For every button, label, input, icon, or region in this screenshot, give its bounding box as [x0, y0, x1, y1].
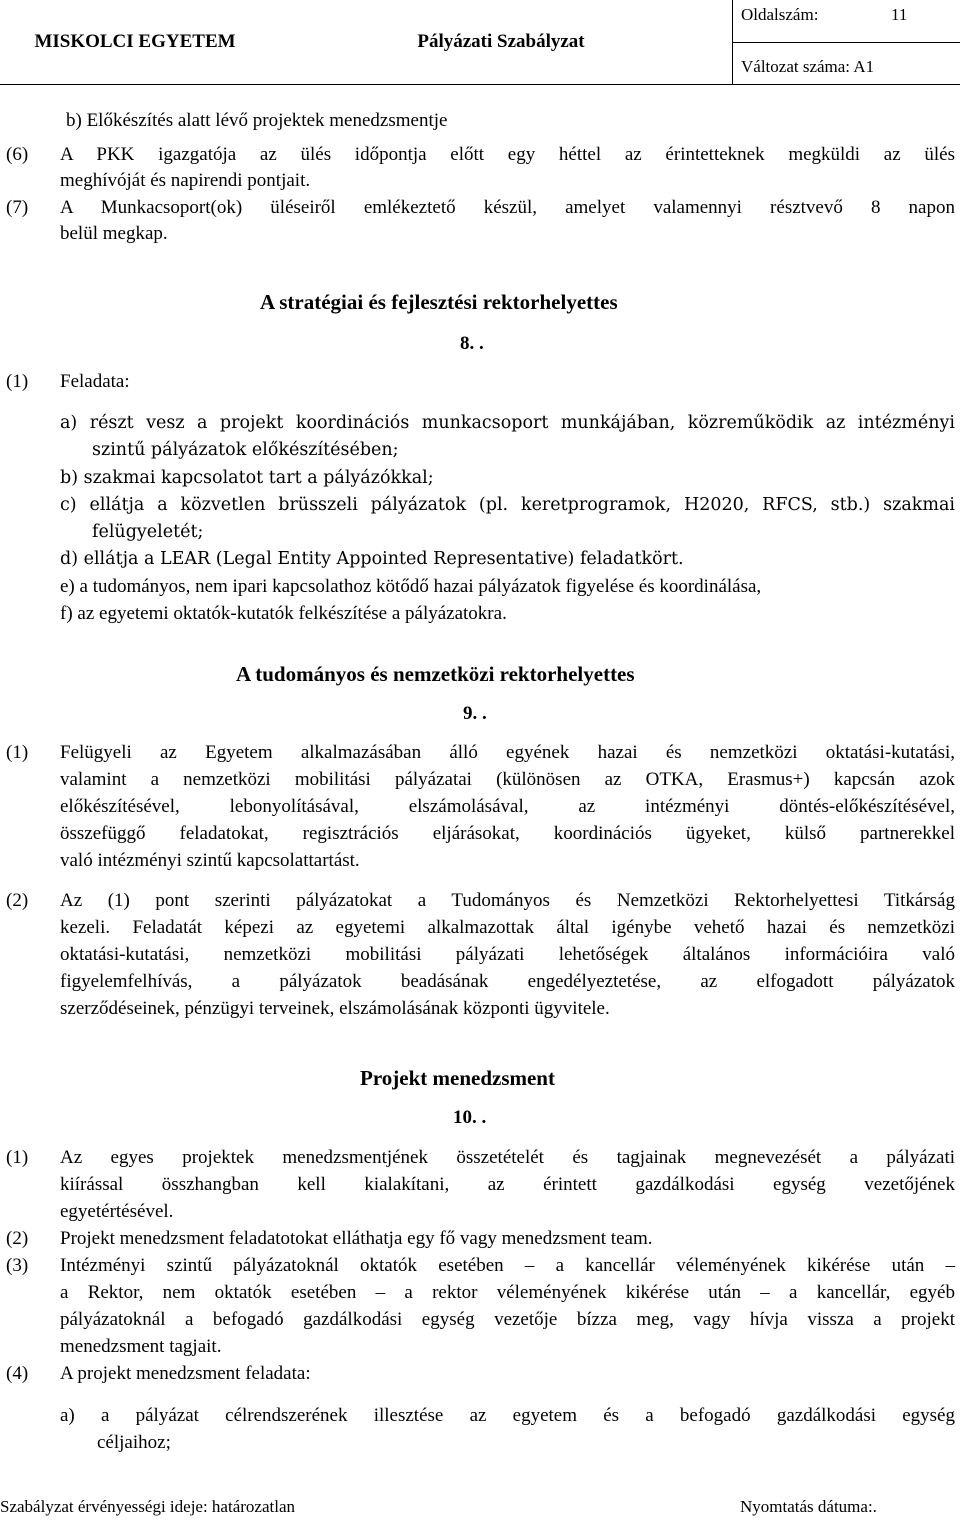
section-title: A tudományos és nemzetközi rektorhelyettes [236, 662, 635, 686]
list-item-line: b) szakmai kapcsolatot tart a pályázókkal; [60, 468, 434, 488]
paragraph-line: kezeli. Feladatát képezi az egyetemi alkalmazottak által igénybe vehető hazai és nemzetközi [60, 917, 955, 938]
section-number: 10. . [453, 1107, 487, 1128]
section-number: 8. . [460, 333, 484, 354]
paragraph-line: meghívóját és napirendi pontjait. [60, 170, 311, 191]
paragraph-line: A projekt menedzsment feladata: [60, 1363, 311, 1384]
section-title: A stratégiai és fejlesztési rektorhelyettes [260, 290, 618, 314]
paragraph-number: (1) [6, 1147, 29, 1168]
subsection-b-heading: b) Előkészítés alatt lévő projektek menedzsmentje [66, 110, 448, 131]
header-institution: MISKOLCI EGYETEM [34, 31, 236, 52]
paragraph-number: (4) [6, 1363, 29, 1384]
paragraph-number: (2) [6, 1228, 29, 1249]
header-document-title: Pályázati Szabályzat [417, 31, 585, 52]
list-item-line: szintű pályázatok előkészítésében; [92, 440, 399, 460]
list-item-line: felügyeletét; [92, 522, 204, 542]
paragraph-line: figyelemfelhívás, a pályázatok beadásának engedélyeztetése, az elfogadott pályázatok [60, 971, 955, 992]
paragraph-line: valamint a nemzetközi mobilitási pályázatai (különösen az OTKA, Erasmus+) kapcsán azok [60, 769, 955, 790]
paragraph-line: oktatási-kutatási, nemzetközi mobilitási pályázati lehetőségek általános információira való [60, 944, 955, 965]
feladata-label: Feladata: [60, 371, 130, 392]
paragraph-line: Felügyeli az Egyetem alkalmazásában álló egyének hazai és nemzetközi oktatási-kutatási, [60, 742, 955, 763]
footer-validity: Szabályzat érvényességi ideje: határozatlan [0, 1497, 295, 1516]
paragraph-number: (1) [6, 742, 29, 763]
paragraph-line: menedzsment tagjait. [60, 1336, 222, 1357]
paragraph-line: Intézményi szintű pályázatoknál oktatók esetében – a kancellár véleményének kikérése után – [60, 1255, 955, 1276]
list-item-line: c) ellátja a közvetlen brüsszeli pályázatok (pl. keretprogramok, H2020, RFCS, stb.) szakmai [60, 495, 955, 515]
paragraph-line: pályázatoknál a befogadó gazdálkodási egység vezetője bízza meg, vagy hívja vissza a projekt [60, 1309, 955, 1330]
paragraph-line: szerződéseinek, pénzügyi terveinek, elszámolásának központi ügyvitele. [60, 998, 610, 1019]
paragraph-line: Az egyes projektek menedzsmentjének összetételét és tagjainak megnevezését a pályázati [60, 1147, 955, 1168]
paragraph-line: a Rektor, nem oktatók esetében – a rektor véleményének kikérése után – a kancellár, egyéb [60, 1282, 955, 1303]
paragraph-line: egyetértésével. [60, 1201, 174, 1222]
paragraph-number: (7) [6, 197, 29, 218]
list-item-line: céljaihoz; [97, 1432, 171, 1453]
version-label: Változat száma: A1 [741, 57, 875, 76]
page-header [0, 0, 960, 84]
page-number-row [741, 5, 908, 25]
list-item-line: d) ellátja a LEAR (Legal Entity Appointed Representative) feladatkört. [60, 549, 684, 569]
paragraph-line: A PKK igazgatója az ülés időpontja előtt egy héttel az érintetteknek megküldi az ülés [60, 144, 955, 165]
header-divider [732, 42, 960, 43]
list-item-line: a) részt vesz a projekt koordinációs munkacsoport munkájában, közreműködik az intézményi [60, 413, 955, 433]
page-number: 11 [891, 5, 908, 24]
paragraph-number: (6) [6, 144, 29, 165]
paragraph-number: (1) [6, 371, 29, 392]
paragraph-number: (2) [6, 890, 29, 911]
footer-print-date: Nyomtatás dátuma:. [740, 1497, 877, 1516]
list-item-line: f) az egyetemi oktatók-kutatók felkészítése a pályázatokra. [60, 603, 507, 624]
page-label: Oldalszám: [741, 5, 819, 24]
paragraph-line: kiírással összhangban kell kialakítani, az érintett gazdálkodási egység vezetőjének [60, 1174, 955, 1195]
paragraph-line: összefüggő feladatokat, regisztrációs eljárásokat, koordinációs ügyeket, külső partnerekkel [60, 823, 955, 844]
header-bottom-border [0, 84, 960, 85]
paragraph-line: Projekt menedzsment feladatotokat elláthatja egy fő vagy menedzsment team. [60, 1228, 653, 1249]
list-item-line: e) a tudományos, nem ipari kapcsolathoz kötődő hazai pályázatok figyelése és koordinálása, [60, 576, 762, 597]
paragraph-number: (3) [6, 1255, 29, 1276]
section-number: 9. . [463, 703, 487, 724]
paragraph-line: való intézményi szintű kapcsolattartást. [60, 850, 360, 871]
paragraph-line: Az (1) pont szerinti pályázatokat a Tudományos és Nemzetközi Rektorhelyettesi Titkárság [60, 890, 955, 911]
section-title: Projekt menedzsment [360, 1066, 555, 1090]
paragraph-line: A Munkacsoport(ok) üléseiről emlékeztető készül, amelyet valamennyi résztvevő 8 napon [60, 197, 955, 218]
paragraph-line: előkészítésével, lebonyolításával, elszámolásával, az intézményi döntés-előkészítésével, [60, 796, 955, 817]
paragraph-line: belül megkap. [60, 223, 168, 244]
list-item-line: a) a pályázat célrendszerének illesztése az egyetem és a befogadó gazdálkodási egység [60, 1405, 955, 1426]
